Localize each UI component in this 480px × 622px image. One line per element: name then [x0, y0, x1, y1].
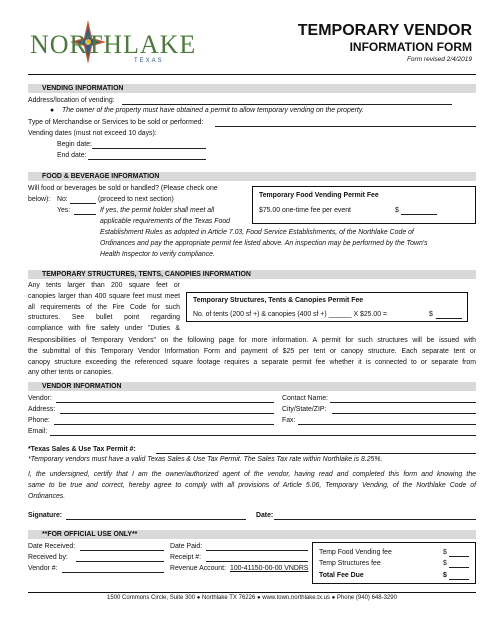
total-fee-field[interactable] [449, 579, 469, 580]
food-yes-text-1: If yes, the permit holder shall meet all [100, 207, 215, 214]
end-date-label: End date: [57, 152, 87, 159]
address-label: Address/location of vending: [28, 97, 115, 104]
email-label: Email: [28, 428, 48, 435]
food-yes-label: Yes: [57, 207, 71, 214]
revenue-account-label: Revenue Account: [170, 565, 226, 572]
form-revised-date: Form revised 2/4/2019 [406, 56, 472, 63]
contact-field[interactable] [330, 402, 476, 403]
date-received-label: Date Received: [28, 543, 76, 550]
tax-permit-field[interactable] [156, 453, 476, 454]
signature-label: Signature: [28, 512, 63, 519]
address-field[interactable] [122, 104, 452, 105]
structures-paragraph-left: Any tents larger than 200 square feet or canopies larger than 400 square feet must meet all requirements of the Fire Code for such structures. See bullet point regarding compliance with fire safety under "Duties & [28, 282, 180, 333]
signature-field[interactable] [66, 519, 246, 520]
food-fee-summary-field[interactable] [449, 556, 469, 557]
total-fee-label: Total Fee Due [319, 572, 364, 579]
vending-dates-label: Vending dates (must not exceed 10 days): [28, 130, 157, 137]
total-fee-dollar: $ [443, 572, 447, 579]
begin-date-label: Begin date: [57, 141, 92, 148]
food-fee-summary-dollar: $ [443, 549, 447, 556]
food-no-text: (proceed to next section) [98, 196, 174, 203]
fax-label: Fax: [282, 417, 296, 424]
header [28, 18, 476, 74]
structures-fee-summary-field[interactable] [449, 567, 469, 568]
food-no-checkbox[interactable] [70, 203, 96, 204]
food-yes-text-5: Health Inspector to verify compliance. [100, 251, 215, 258]
vendor-label: Vendor: [28, 395, 52, 402]
phone-field[interactable] [54, 424, 274, 425]
food-question-cont: below): [28, 196, 51, 203]
structures-fee-title: Temporary Structures, Tents & Canopies Permit Fee [193, 297, 364, 304]
end-date-field[interactable] [88, 159, 206, 160]
merchandise-field[interactable] [215, 126, 476, 127]
bullet-dot: ● [50, 107, 55, 114]
tax-note: *Temporary vendors must have a valid Texas Sales & Use Tax Permit. The Sales Tax rate within Northlake is 8.25%. [28, 456, 383, 463]
food-fee-summary-label: Temp Food Vending fee [319, 549, 392, 556]
begin-date-field[interactable] [92, 148, 206, 149]
logo-subtext: TEXAS [134, 58, 164, 64]
food-yes-checkbox[interactable] [74, 214, 96, 215]
section-food: FOOD & BEVERAGE INFORMATION [28, 172, 476, 181]
food-question: Will food or beverages be sold or handled? (Please check one [28, 185, 218, 192]
structures-paragraph: Responsibilities of Temporary Vendors" on the following page for more information. A permit for such structures will be issued with the submittal of this Temporary Vendor Information Form and payment of $25 per tent or canopy structure. Each separate tent or canopy structure exceeding the referenced square footage requires a separate permit fee whether it is connected to or separate from any other tents or canopies. [28, 337, 476, 377]
fee-summary-box [312, 542, 476, 584]
date-received-field[interactable] [80, 550, 164, 551]
merchandise-label: Type of Merchandise or Services to be sold or performed: [28, 119, 204, 126]
received-by-label: Received by: [28, 554, 68, 561]
section-structures: TEMPORARY STRUCTURES, TENTS, CANOPIES INFORMATION [28, 270, 476, 279]
phone-label: Phone: [28, 417, 50, 424]
structures-fee-amount-field[interactable] [436, 318, 462, 319]
structures-fee-summary-dollar: $ [443, 560, 447, 567]
receipt-field[interactable] [206, 561, 308, 562]
structures-fee-box [186, 292, 468, 322]
section-official-use: **FOR OFFICIAL USE ONLY** [28, 530, 476, 539]
certification-text: I, the undersigned, certify that I am the owner/authorized agent of the vendor, having read and completed this form and knowing the same to be true and correct, hereby agree to comply with all provisions of Article 5.06, Temporary Vending, of the Northlake Code of Ordinances. [28, 471, 476, 500]
form-title-line1: TEMPORARY VENDOR [297, 22, 472, 39]
section-vending: VENDING INFORMATION [28, 84, 476, 93]
received-by-field[interactable] [76, 561, 164, 562]
footer-rule [28, 592, 476, 593]
logo-text: NORTHLAKE [30, 30, 197, 59]
food-fee-dollar: $ [395, 207, 399, 214]
vendor-address-field[interactable] [60, 413, 274, 414]
northlake-logo [30, 24, 197, 64]
food-fee-amount-field[interactable] [401, 214, 437, 215]
section-vendor: VENDOR INFORMATION [28, 382, 476, 391]
form-title-line2: INFORMATION FORM [349, 40, 472, 54]
footer-text: 1500 Commons Circle, Suite 300 ● Northlake TX 76226 ● www.town.northlake.tx.us ● Phone (940) 648-3290 [107, 595, 397, 601]
fax-field[interactable] [298, 424, 476, 425]
food-no-label: No: [57, 196, 68, 203]
city-field[interactable] [332, 413, 476, 414]
tax-permit-label: *Texas Sales & Use Tax Permit #: [28, 446, 136, 453]
revenue-account-value: 100-41150-00-00 VNDRS [230, 565, 309, 572]
receipt-label: Receipt #: [170, 554, 202, 561]
vendor-address-label: Address: [28, 406, 56, 413]
email-field[interactable] [50, 435, 476, 436]
food-yes-text-4: Ordinances and pay the appropriate permit fee listed above. An inspection may be performed by the Town's [100, 240, 428, 247]
vendor-number-label: Vendor #: [28, 565, 58, 572]
date-label: Date: [256, 512, 274, 519]
food-fee-box [252, 186, 476, 224]
structures-fee-text: No. of tents (200 sf +) & canopies (400 sf +) ______ X $25.00 = [193, 311, 388, 318]
food-fee-text: $75.00 one-time fee per event [259, 207, 351, 214]
date-field[interactable] [274, 519, 476, 520]
structures-fee-summary-label: Temp Structures fee [319, 560, 381, 567]
date-paid-field[interactable] [206, 550, 308, 551]
contact-label: Contact Name: [282, 395, 328, 402]
food-yes-text-3: Establishment Rules as adopted in Article 7.03, Food Service Establishments, of the Northlake Code of [100, 229, 414, 236]
food-fee-title: Temporary Food Vending Permit Fee [259, 192, 379, 199]
property-owner-note: The owner of the property must have obtained a permit to allow temporary vending on the property. [62, 107, 364, 114]
food-yes-text-2: applicable requirements of the Texas Food [100, 218, 230, 225]
date-paid-label: Date Paid: [170, 543, 203, 550]
vendor-field[interactable] [56, 402, 274, 403]
city-label: City/State/ZIP: [282, 406, 327, 413]
structures-fee-dollar: $ [429, 311, 433, 318]
header-rule [28, 74, 476, 75]
vendor-number-field[interactable] [62, 572, 164, 573]
